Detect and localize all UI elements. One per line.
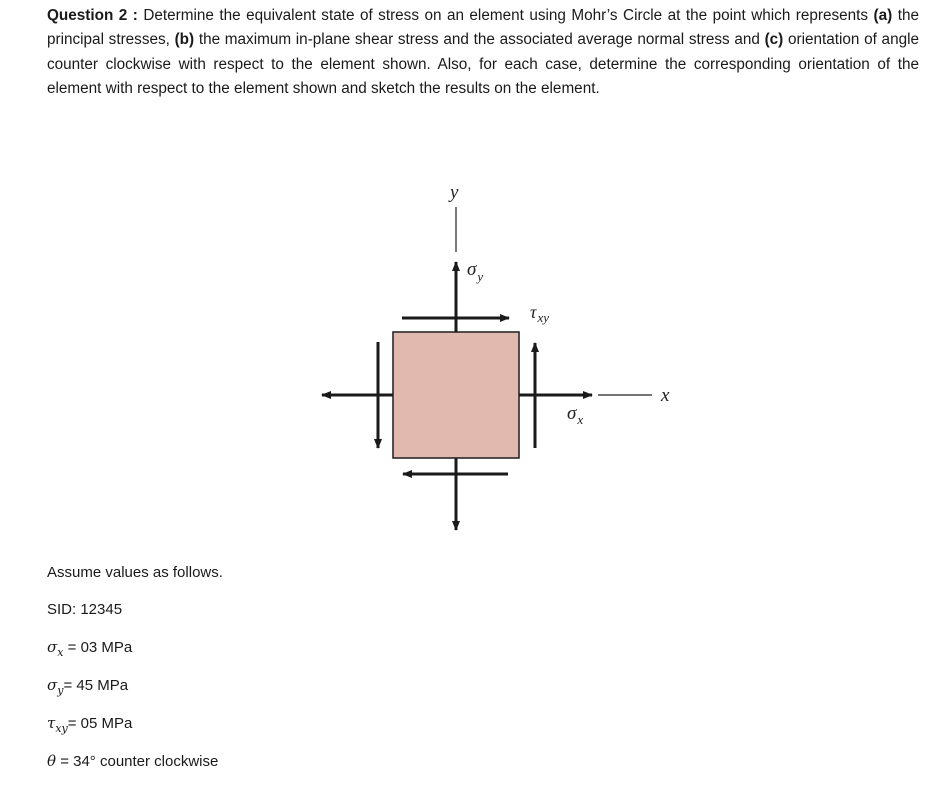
tau-xy-subscript: xy: [55, 722, 68, 735]
x-axis-label: x: [661, 385, 670, 406]
theta-given: [47, 751, 218, 772]
part-a-text: the principal stresses,: [47, 7, 919, 49]
sigma-x-symbol: σ: [47, 638, 58, 656]
sigma-x-given: [47, 637, 132, 659]
part-c-text: orientation of angle counter clockwise with respect to the element shown. Also, for each case, determine the corresponding orientation of the element with respect to the element shown and sketch the results on the element.: [47, 31, 919, 97]
sigma-x-subscript: x: [57, 646, 64, 659]
tau-xy-given: [47, 713, 132, 735]
y-axis-label: y: [450, 182, 459, 203]
part-b-text: the maximum in-plane shear stress and the associated average normal stress and: [194, 31, 765, 49]
question-intro: Determine the equivalent state of stress on an element using Mohr’s Circle at the point which represents: [137, 7, 874, 24]
sigma-y-symbol: σ: [47, 676, 58, 694]
part-a-tag: (a): [873, 7, 893, 24]
sigma-y-subscript: y: [57, 684, 64, 697]
sid-label: SID: 12345: [47, 601, 123, 618]
sigma-y-value: = 45 MPa: [63, 677, 129, 694]
theta-value: = 34° counter clockwise: [56, 753, 219, 770]
sigma-y-given: [47, 675, 128, 697]
part-b-tag: (b): [174, 31, 195, 49]
theta-symbol: θ: [47, 752, 57, 770]
sigma-x-label: $\sigma_x$: [567, 403, 584, 427]
part-c-tag: (c): [764, 31, 784, 49]
tau-xy-label: $\tau_{xy}$: [530, 302, 549, 325]
tau-xy-value: = 05 MPa: [67, 715, 133, 732]
question-label: Question 2 :: [47, 7, 138, 24]
sigma-x-value: = 03 MPa: [63, 639, 133, 656]
assume-text: Assume values as follows.: [47, 564, 223, 581]
stress-element: [393, 332, 519, 458]
sigma-y-label: $\sigma_y$: [467, 259, 484, 284]
tau-xy-symbol: τ: [47, 714, 56, 732]
